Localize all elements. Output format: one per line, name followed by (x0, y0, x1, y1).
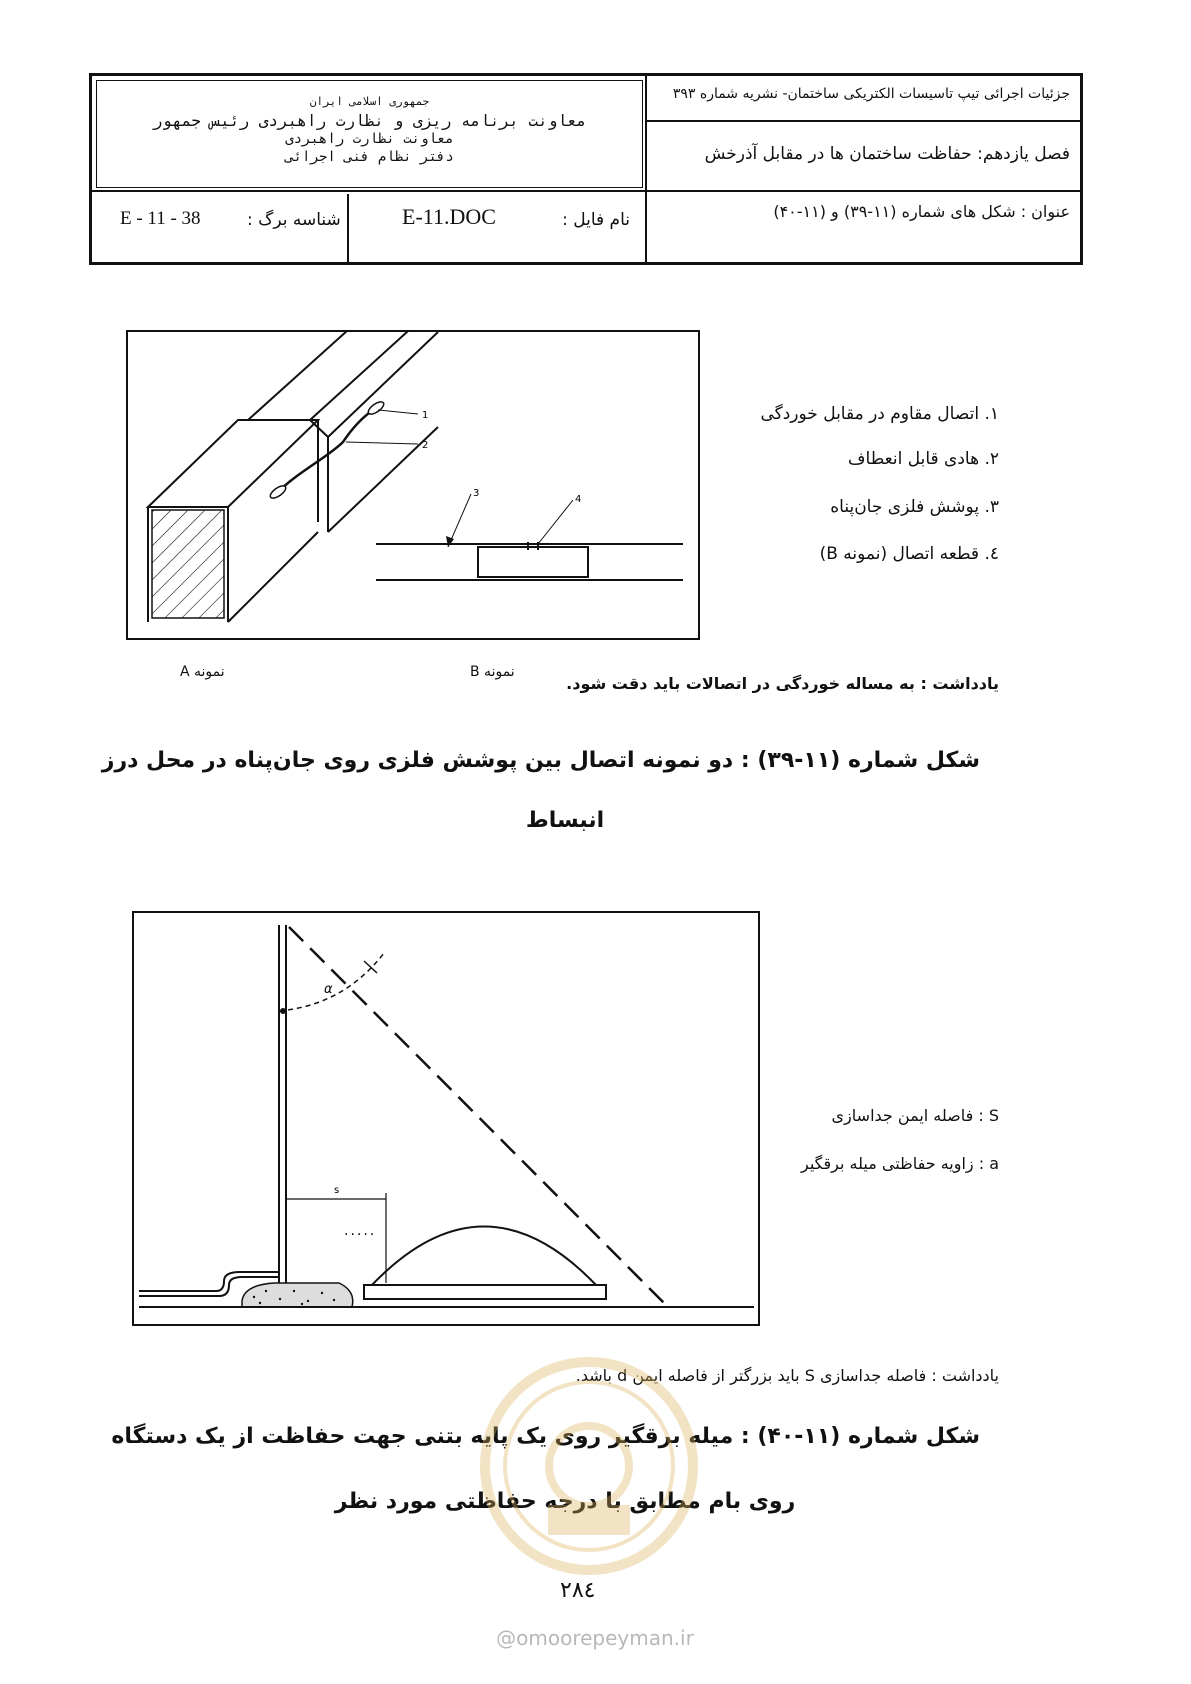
figure-2-drawing (134, 913, 758, 1324)
file-label: نام فایل : (562, 210, 630, 230)
header-divider-horizontal (92, 190, 1080, 192)
figure-1-drawing (128, 332, 698, 638)
fig1-caption-line2: انبساط (525, 808, 605, 833)
fig1-legend-4: ٤. قطعه اتصال (نمونه B) (819, 544, 999, 564)
s-dimension-dots: ..... (344, 1223, 377, 1239)
chapter-title: فصل یازدهم: حفاظت ساختمان ها در مقابل آذرخش (704, 144, 1070, 164)
site-watermark-text: omoorepeyman.ir (516, 1626, 694, 1650)
fig1-legend-3: ۳. پوشش فلزی جان‌پناه (830, 497, 999, 517)
fig1-legend-2: ۲. هادی قابل انعطاف (847, 449, 999, 469)
callout-3: 3 (473, 488, 480, 499)
flexible-conductor (278, 410, 373, 492)
angle-alpha-label: α (324, 982, 333, 997)
header-divider-vertical (645, 76, 647, 262)
sheet-id: E - 11 - 38 (120, 208, 201, 229)
header-divider-file (347, 194, 349, 262)
site-watermark (430, 1626, 760, 1650)
s-dimension-label: s (334, 1185, 340, 1196)
callout-4: 4 (575, 494, 582, 505)
page-number: ۲۸٤ (560, 1578, 596, 1603)
concrete-base (242, 1283, 353, 1307)
callout-1: 1 (422, 410, 429, 421)
sheet-label: شناسه برگ : (247, 210, 341, 230)
fig2-note: یادداشت : فاصله جداسازی S باید بزرگتر از فاصله ایمن d باشد. (575, 1366, 999, 1385)
sample-b-label: نمونه B (470, 664, 515, 680)
figure-2-frame (132, 911, 760, 1326)
fig2-legend-a: a : زاویه حفاظتی میله برقگیر (800, 1154, 999, 1173)
hatched-wall (152, 510, 224, 618)
lightning-rod (279, 925, 286, 1298)
connector-top (366, 400, 385, 417)
org-line-4: دفتر نظام فنی اجرائی (285, 149, 454, 165)
publication-title: جزئیات اجرائی تیپ تاسیسات الکتریکی ساختمان- نشریه شماره ۳۹۳ (672, 86, 1070, 102)
equipment-base (364, 1285, 606, 1299)
protection-cone-line (289, 927, 664, 1303)
sheet-title: عنوان : شکل های شماره (۱۱-۳۹) و (۱۱-۴۰) (773, 202, 1070, 221)
org-line-3: معاونت نظارت راهبردی (285, 131, 454, 147)
fig2-caption-line2: روی بام مطابق با درجه حفاظتی مورد نظر (334, 1489, 796, 1514)
fig1-note: یادداشت : به مساله خوردگی در اتصالات باید دقت شود. (566, 674, 999, 693)
sample-b-joint (376, 542, 683, 580)
file-name: E-11.DOC (402, 204, 496, 229)
org-block (96, 80, 643, 188)
connector-bottom (268, 484, 287, 501)
fig2-caption-line1: شکل شماره (۱۱-۴۰) : میله برقگیر روی یک پایه بتنی جهت حفاظت از یک دستگاه (111, 1424, 980, 1449)
fig1-legend-1: ۱. اتصال مقاوم در مقابل خوردگی (760, 404, 999, 424)
fig2-legend-s: S : فاصله ایمن جداسازی (831, 1106, 999, 1125)
equipment-dome (372, 1227, 596, 1286)
header-divider-right (645, 120, 1080, 122)
org-line-1: جمهوری اسلامی ایران (309, 95, 430, 108)
org-line-2: معاونت برنامه ریزی و نظارت راهبردی رئیس جمهور (152, 111, 587, 130)
callout-2: 2 (422, 440, 429, 451)
figure-1-frame (126, 330, 700, 640)
header-table (89, 73, 1083, 265)
at-icon: @ (496, 1626, 517, 1650)
watermark-seal (478, 1355, 700, 1577)
sample-a-label: نمونه A (180, 664, 225, 680)
fig1-caption-line1: شکل شماره (۱۱-۳۹) : دو نمونه اتصال بین پوشش فلزی روی جان‌پناه در محل درز (101, 748, 980, 773)
